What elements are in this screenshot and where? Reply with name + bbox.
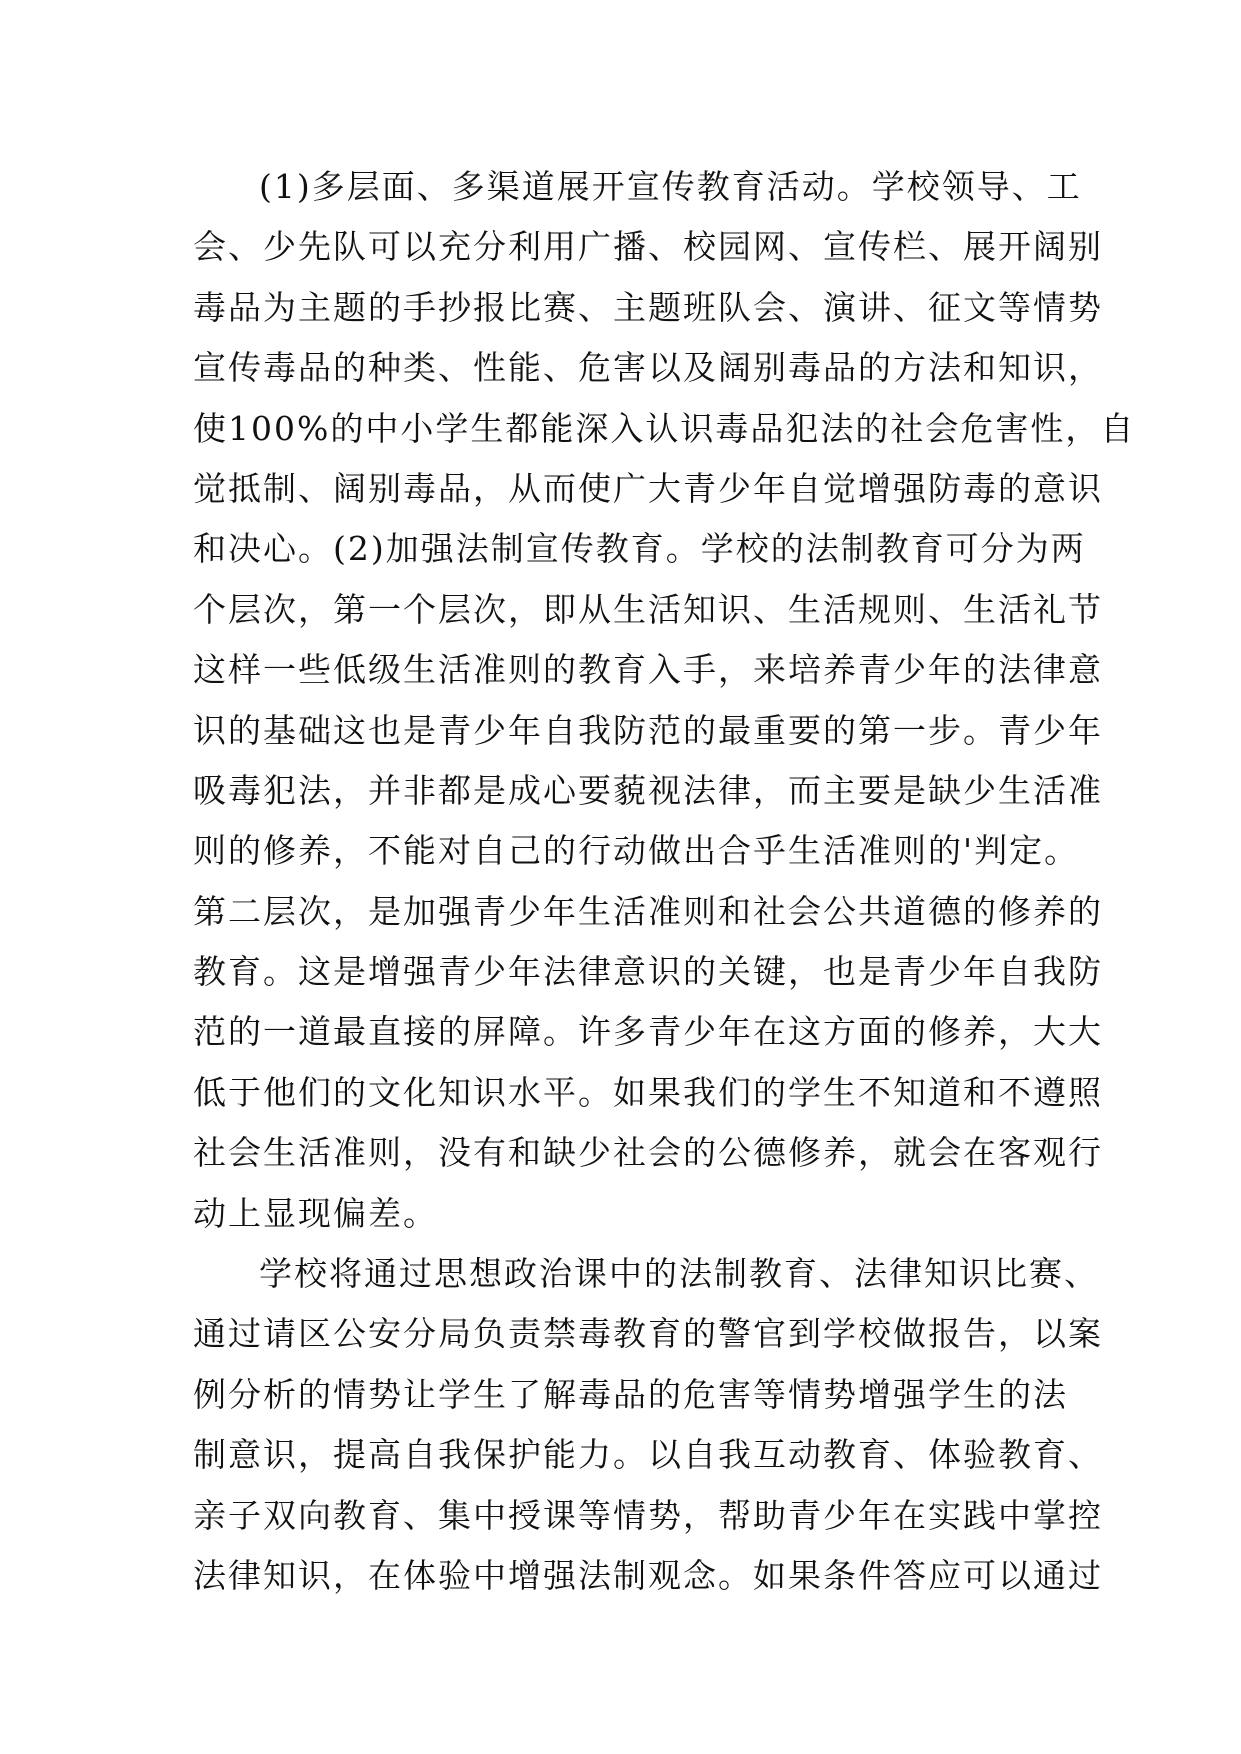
paragraph-1-line-18: 动上显现偏差。 [193, 1193, 438, 1233]
paragraph-1-line-11: 吸毒犯法，并非都是成心要藐视法律，而主要是缺少生活准 [193, 770, 1103, 810]
paragraph-1-line-8: 个层次，第一个层次，即从生活知识、生活规则、生活礼节 [193, 589, 1103, 629]
paragraph-1-line-16: 低于他们的文化知识水平。如果我们的学生不知道和不遵照 [193, 1072, 1103, 1112]
paragraph-1-line-4: 宣传毒品的种类、性能、危害以及阔别毒品的方法和知识， [193, 348, 1103, 388]
paragraph-1-line-9: 这样一些低级生活准则的教育入手，来培养青少年的法律意 [193, 650, 1103, 690]
paragraph-2-line-1: 学校将通过思想政治课中的法制教育、法律知识比赛、 [259, 1254, 1099, 1294]
paragraph-2-line-6: 法律知识，在体验中增强法制观念。如果条件答应可以通过 [193, 1555, 1103, 1595]
paragraph-1-line-2: 会、少先队可以充分利用广播、校园网、宣传栏、展开阔别 [193, 227, 1103, 267]
paragraph-1-line-6: 觉抵制、阔别毒品，从而使广大青少年自觉增强防毒的意识 [193, 468, 1103, 508]
paragraph-1-line-3: 毒品为主题的手抄报比赛、主题班队会、演讲、征文等情势 [193, 287, 1103, 327]
document-body [193, 157, 1136, 1606]
paragraph-2-line-4: 制意识，提高自我保护能力。以自我互动教育、体验教育、 [193, 1435, 1103, 1475]
paragraph-1-line-7: 和决心。(2)加强法制宣传教育。学校的法制教育可分为两 [193, 529, 1086, 569]
paragraph-1-line-10: 识的基础这也是青少年自我防范的最重要的第一步。青少年 [193, 710, 1103, 750]
paragraph-2-line-3: 例分析的情势让学生了解毒品的危害等情势增强学生的法 [193, 1374, 1068, 1414]
paragraph-1-line-17: 社会生活准则，没有和缺少社会的公德修养，就会在客观行 [193, 1133, 1103, 1173]
paragraph-2-line-5: 亲子双向教育、集中授课等情势，帮助青少年在实践中掌控 [193, 1495, 1103, 1535]
paragraph-1-line-14: 教育。这是增强青少年法律意识的关键，也是青少年自我防 [193, 952, 1103, 992]
paragraph-1-line-1: (1)多层面、多渠道展开宣传教育活动。学校领导、工 [259, 167, 1082, 206]
paragraph-1-line-13: 第二层次，是加强青少年生活准则和社会公共道德的修养的 [193, 891, 1103, 931]
paragraph-1-line-5: 使100%的中小学生都能深入认识毒品犯法的社会危害性，自 [193, 408, 1136, 448]
paragraph-1-line-12: 则的修养，不能对自己的行动做出合乎生活准则的'判定。 [193, 831, 1080, 871]
paragraph-2-line-2: 通过请区公安分局负责禁毒教育的警官到学校做报告，以案 [193, 1314, 1103, 1354]
paragraph-1-line-15: 范的一道最直接的屏障。许多青少年在这方面的修养，大大 [193, 1012, 1103, 1052]
